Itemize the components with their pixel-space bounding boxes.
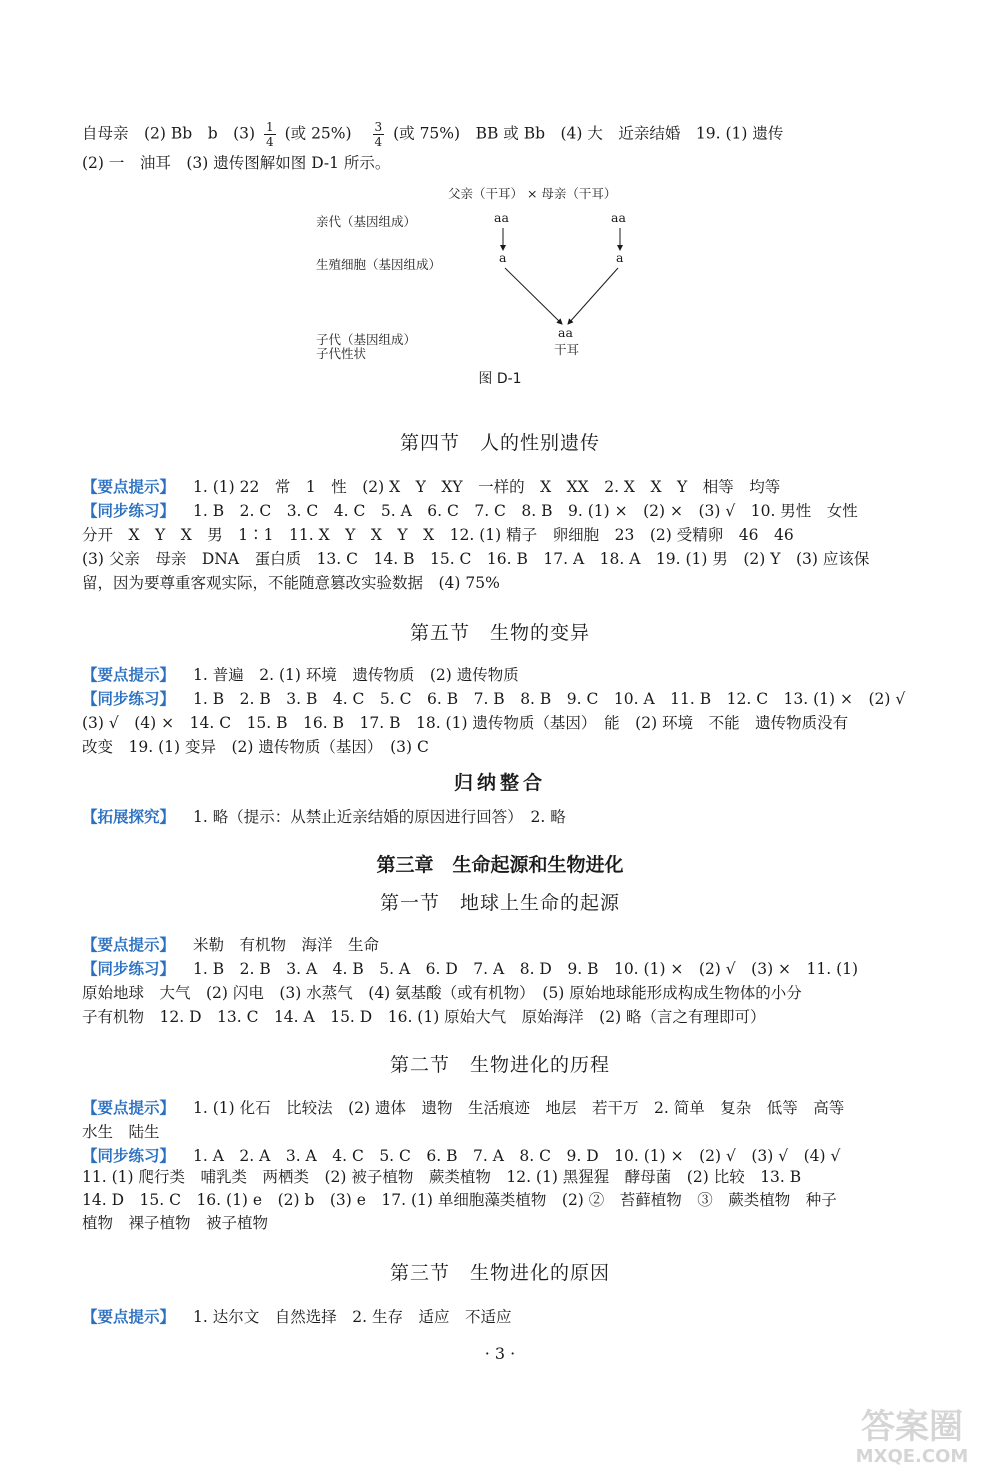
s5-line-2 [82, 688, 922, 710]
s5-text-2: 1. B 2. B 3. B 4. C 5. C 6. B 7. B 8. B 9. C 10. A 11. B 12. C 13. (1) × (2) √ [193, 690, 906, 708]
s2-line-1b: 水生 陆生 [82, 1123, 160, 1141]
tag-key-points: 【要点提示】 [82, 1098, 176, 1117]
section-4-title: 第四节 人的性别遗传 [399, 432, 600, 454]
s3-line-1 [82, 1306, 922, 1328]
section-1-title: 第一节 地球上生命的起源 [379, 892, 620, 914]
section-2-title: 第二节 生物进化的历程 [389, 1054, 610, 1076]
tag-practice: 【同步练习】 [82, 501, 176, 520]
s4-text-1: 1. (1) 22 常 1 性 (2) X Y XY 一样的 X XX 2. X X Y 相等 均等 [193, 478, 781, 496]
page-number: · 3 · [484, 1344, 516, 1363]
diagram-row-gamete: 生殖细胞（基因组成） [316, 257, 442, 272]
tag-key-points: 【要点提示】 [82, 1307, 176, 1326]
fraction-denominator: 4 [266, 135, 274, 149]
intro-line-2: (2) 一 油耳 (3) 遗传图解如图 D-1 所示。 [82, 154, 391, 172]
fraction-numerator: 1 [266, 120, 274, 134]
summary-title: 归纳整合 [453, 772, 546, 794]
arrow-father-gamete-to-child [505, 268, 562, 324]
s4-line-5: 留，因为要尊重客观实际，不能随意篡改实验数据 (4) 75% [82, 574, 500, 592]
section-3-title: 第三节 生物进化的原因 [389, 1262, 610, 1284]
tag-key-points: 【要点提示】 [82, 477, 176, 496]
diagram-arrows [300, 180, 700, 380]
s4-line-4: (3) 父亲 母亲 DNA 蛋白质 13. C 14. B 15. C 16. B 17. A 18. A 19. (1) 男 (2) Y (3) 应该保 [82, 550, 870, 568]
fraction-numerator: 3 [374, 120, 383, 134]
figure-caption: 图 D-1 [478, 371, 522, 387]
child-trait: 干耳 [554, 342, 580, 357]
mother-gamete: a [616, 250, 624, 265]
diagram-row-child-genotype: 子代（基因组成） [316, 332, 417, 347]
s1-line-1 [82, 934, 922, 956]
s2-text-2: 1. A 2. A 3. A 4. C 5. C 6. B 7. A 8. C 9. D 10. (1) × (2) √ (3) √ (4) √ [193, 1147, 841, 1165]
father-gamete: a [499, 250, 507, 265]
child-genotype: aa [558, 325, 573, 340]
summary-line-1 [82, 806, 922, 828]
s2-line-2 [82, 1145, 922, 1167]
intro-line-1 [82, 120, 922, 149]
watermark-logo [832, 1400, 992, 1470]
tag-key-points: 【要点提示】 [82, 935, 176, 954]
svg-text:答案圈: 答案圈 [861, 1407, 963, 1447]
intro-text-a: 自母亲 (2) Bb b (3) [82, 124, 256, 143]
s1-text-2: 1. B 2. B 3. A 4. B 5. A 6. D 7. A 8. D 9. B 10. (1) × (2) √ (3) × 11. (1) [193, 960, 859, 978]
fraction-one-quarter [264, 120, 276, 149]
tag-extension: 【拓展探究】 [82, 807, 176, 826]
s4-text-2: 1. B 2. C 3. C 4. C 5. A 6. C 7. C 8. B 9. (1) × (2) × (3) √ 10. 男性 女性 [193, 502, 858, 520]
tag-practice: 【同步练习】 [82, 959, 176, 978]
s2-line-5: 植物 裸子植物 被子植物 [82, 1214, 269, 1232]
father-genotype: aa [494, 210, 509, 225]
intro-text-b: (或 25%) [284, 124, 352, 143]
tag-practice: 【同步练习】 [82, 689, 176, 708]
s5-line-4: 改变 19. (1) 变异 (2) 遗传物质（基因） (3) C [82, 738, 429, 756]
s1-text-1: 米勒 有机物 海洋 生命 [193, 936, 380, 954]
intro-text-c: (或 75%) BB 或 Bb (4) 大 近亲结婚 19. (1) 遗传 [393, 124, 784, 143]
s2-text-1: 1. (1) 化石 比较法 (2) 遗体 遗物 生活痕迹 地层 若干万 2. 简单 复杂 低等 高等 [193, 1099, 845, 1117]
section-5-title: 第五节 生物的变异 [409, 622, 590, 644]
fraction-denominator: 4 [374, 135, 383, 149]
s2-line-3: 11. (1) 爬行类 哺乳类 两栖类 (2) 被子植物 蕨类植物 12. (1) 黑猩猩 酵母菌 (2) 比较 13. B [82, 1168, 802, 1186]
svg-text:MXQE.COM: MXQE.COM [855, 1446, 969, 1467]
s5-text-1: 1. 普遍 2. (1) 环境 遗传物质 (2) 遗传物质 [193, 666, 519, 684]
diagram-row-parent: 亲代（基因组成） [316, 214, 417, 229]
s3-text-1: 1. 达尔文 自然选择 2. 生存 适应 不适应 [193, 1308, 512, 1326]
s1-line-3: 原始地球 大气 (2) 闪电 (3) 水蒸气 (4) 氨基酸（或有机物） (5) 原始地球能形成构成生物体的小分 [82, 984, 802, 1002]
chapter-3-title: 第三章 生命起源和生物进化 [376, 854, 624, 876]
s4-line-2 [82, 500, 922, 522]
s5-line-1 [82, 664, 922, 686]
summary-text-1: 1. 略（提示：从禁止近亲结婚的原因进行回答） 2. 略 [193, 808, 566, 826]
arrow-mother-gamete-to-child [568, 268, 618, 324]
s2-line-1 [82, 1097, 922, 1119]
fraction-three-quarters [373, 120, 385, 149]
s1-line-4: 子有机物 12. D 13. C 14. A 15. D 16. (1) 原始大气 原始海洋 (2) 略（言之有理即可） [82, 1008, 766, 1026]
diagram-row-child-trait: 子代性状 [316, 346, 367, 361]
mother-genotype: aa [611, 210, 626, 225]
s4-line-3: 分开 X Y X 男 1∶1 11. X Y X Y X 12. (1) 精子 卵细胞 23 (2) 受精卵 46 46 [82, 526, 794, 544]
s1-line-2 [82, 958, 922, 980]
diagram-top-label: 父亲（干耳） × 母亲（干耳） [448, 186, 617, 201]
s2-line-4: 14. D 15. C 16. (1) e (2) b (3) e 17. (1) 单细胞藻类植物 (2) ② 苔藓植物 ③ 蕨类植物 种子 [82, 1191, 837, 1209]
s4-line-1 [82, 476, 922, 498]
s5-line-3: (3) √ (4) × 14. C 15. B 16. B 17. B 18. (1) 遗传物质（基因） 能 (2) 环境 不能 遗传物质没有 [82, 714, 849, 732]
tag-practice: 【同步练习】 [82, 1146, 176, 1165]
tag-key-points: 【要点提示】 [82, 665, 176, 684]
